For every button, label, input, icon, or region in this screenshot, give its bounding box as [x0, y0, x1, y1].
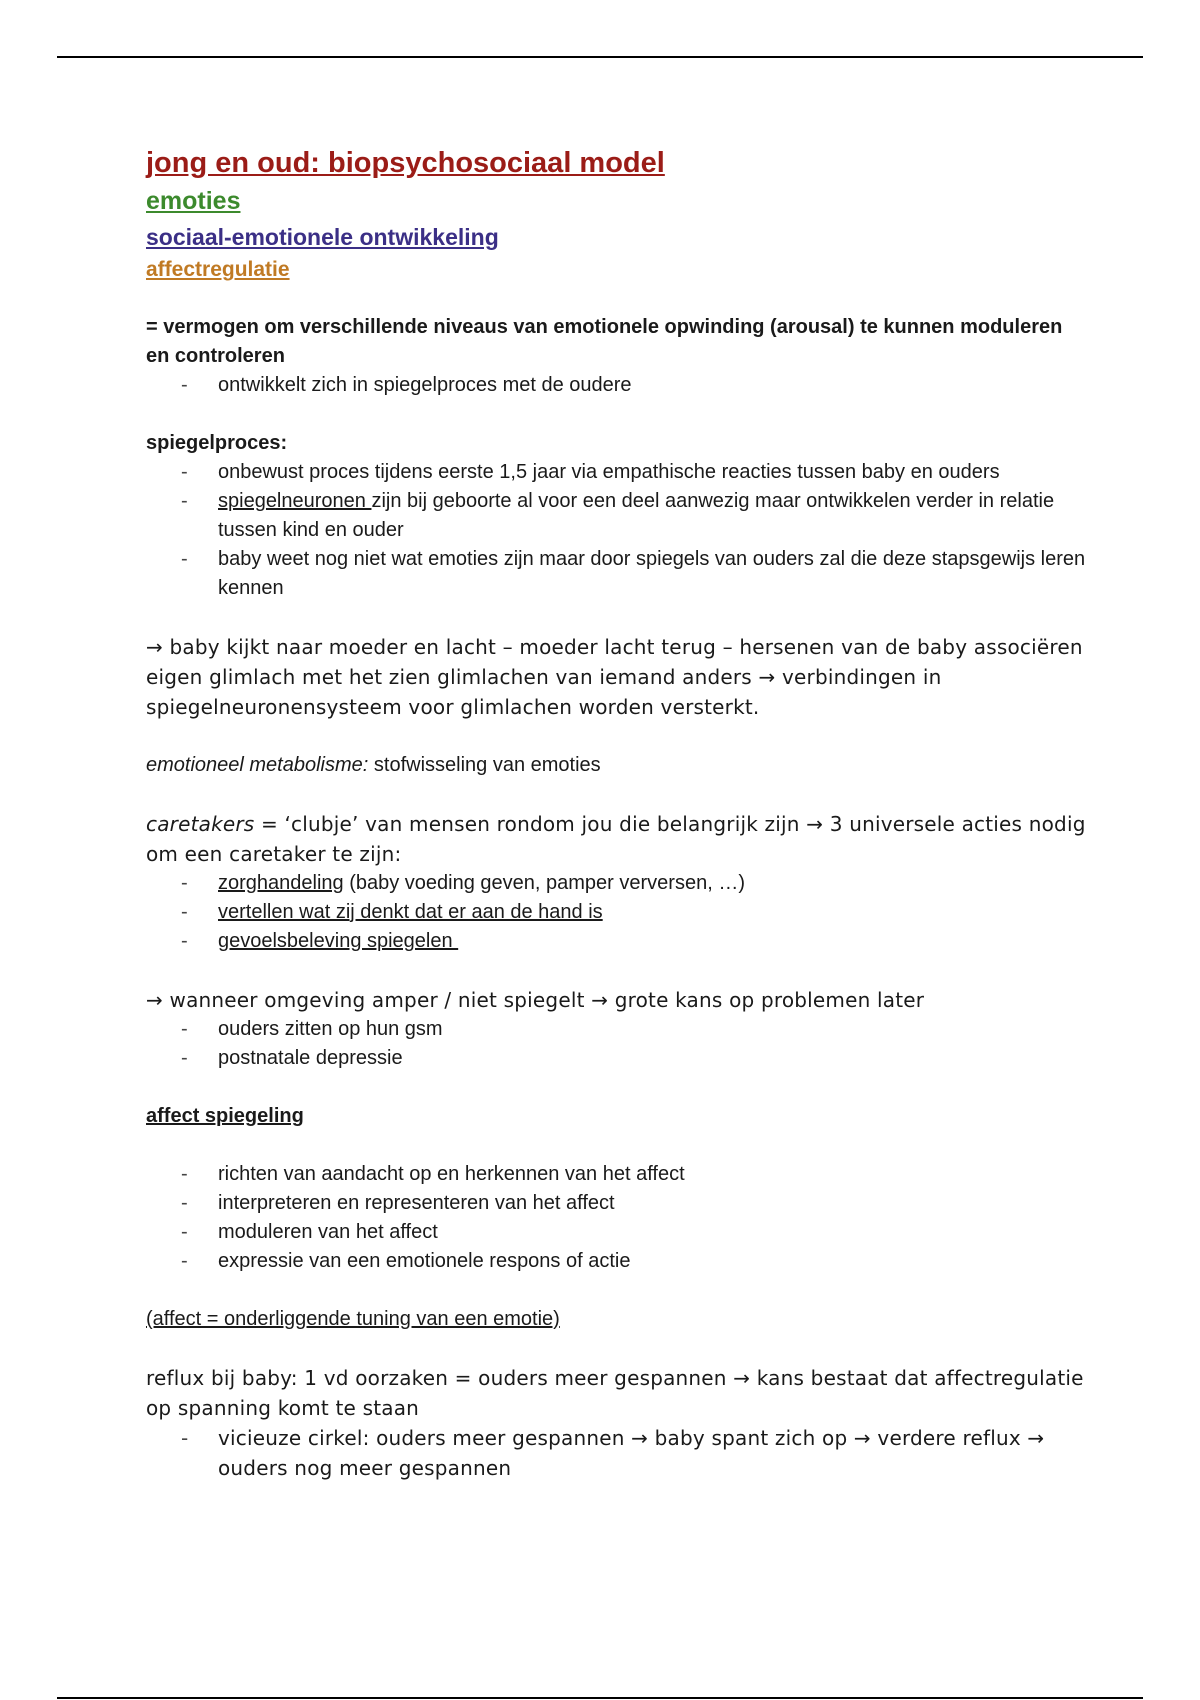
- mirror-list: [146, 458, 1086, 603]
- top-rule: [57, 56, 1143, 58]
- list-item: - baby weet nog niet wat emoties zijn maar door spiegels van ouders zal die deze stapsgewijs leren kennen: [146, 545, 1086, 603]
- list-item: - onbewust proces tijdens eerste 1,5 jaar via empathische reacties tussen baby en ouders: [146, 458, 1086, 487]
- mirror-neurons-text: zijn bij geboorte al voor een deel aanwezig maar ontwikkelen verder in relatie tussen kind en ouder: [218, 490, 1055, 541]
- reflux-paragraph: reflux bij baby: 1 vd oorzaken = ouders meer gespannen → kans bestaat dat affectregulatie op spanning komt te staan: [146, 1366, 1084, 1420]
- list-item: - richten van aandacht op en herkennen van het affect: [146, 1160, 1086, 1189]
- list-item: - interpreteren en representeren van het affect: [146, 1189, 1086, 1218]
- affect-note: (affect = onderliggende tuning van een emotie): [146, 1308, 560, 1330]
- mirror-neurons-term: spiegelneuronen: [218, 490, 372, 512]
- bottom-rule: [57, 1697, 1143, 1699]
- list-item: - ouders zitten op hun gsm: [146, 1015, 1086, 1044]
- heading-emotions: emoties: [146, 187, 241, 215]
- caretaker-action-care-detail: (baby voeding geven, pamper verversen, …): [343, 872, 745, 894]
- affect-list: [146, 1160, 1086, 1276]
- list-item: - postnatale depressie: [146, 1044, 1086, 1073]
- consequence-list: [146, 1015, 1086, 1073]
- document-title: jong en oud: biopsychosociaal model: [146, 147, 665, 179]
- example-paragraph: → baby kijkt naar moeder en lacht – moeder lacht terug – hersenen van de baby associëren eigen glimlach met het zien glimlachen van iemand anders → verbindingen in spiegelneuronensysteem voor glimlachen worden versterkt.: [146, 635, 1083, 719]
- definition-text: = vermogen om verschillende niveaus van emotionele opwinding (arousal) te kunnen moduleren en controleren: [146, 316, 1063, 367]
- consequence-paragraph: → wanneer omgeving amper / niet spiegelt → grote kans op problemen later: [146, 988, 925, 1012]
- caretakers-text: = ‘clubje’ van mensen rondom jou die belangrijk zijn → 3 universele acties nodig om een caretaker te zijn:: [146, 812, 1086, 866]
- caretaker-action-care: zorghandeling: [218, 872, 344, 894]
- list-item: [146, 487, 1086, 545]
- caretakers-list: [146, 869, 1086, 956]
- list-item: - expressie van een emotionele respons of actie: [146, 1247, 1086, 1276]
- heading-regulation: affectregulatie: [146, 258, 290, 281]
- list-item: - moduleren van het affect: [146, 1218, 1086, 1247]
- metabolism-line: [146, 751, 1086, 780]
- metabolism-term: emotioneel metabolisme:: [146, 754, 369, 776]
- document-body: [146, 144, 1086, 1483]
- definition-bullet: - ontwikkelt zich in spiegelproces met de oudere: [146, 371, 1086, 400]
- list-item: [146, 869, 1086, 898]
- affect-heading: affect spiegeling: [146, 1105, 304, 1127]
- metabolism-text: stofwisseling van emoties: [368, 754, 601, 776]
- mirror-heading: spiegelproces:: [146, 432, 288, 454]
- heading-development: sociaal-emotionele ontwikkeling: [146, 224, 499, 250]
- caretakers-term: caretakers: [146, 812, 255, 836]
- reflux-bullet: - vicieuze cirkel: ouders meer gespannen → baby spant zich op → verdere reflux → ouders nog meer gespannen: [146, 1423, 1086, 1483]
- caretakers-paragraph: [146, 809, 1086, 869]
- caretaker-action-tell: vertellen wat zij denkt dat er aan de hand is: [218, 901, 603, 923]
- list-item: [146, 927, 1086, 956]
- caretaker-action-mirror: gevoelsbeleving spiegelen: [218, 930, 459, 952]
- list-item: [146, 898, 1086, 927]
